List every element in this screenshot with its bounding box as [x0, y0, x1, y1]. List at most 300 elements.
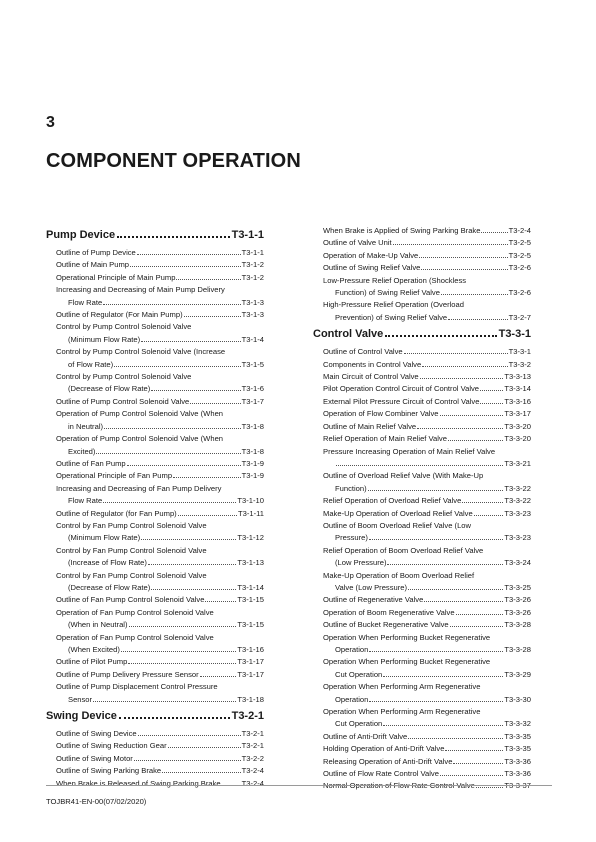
- entry-title: Flow Rate: [68, 297, 103, 307]
- toc-entry-line: [56, 728, 264, 740]
- dot-leader: [480, 390, 503, 391]
- toc-entry-line: [323, 570, 531, 582]
- toc-entry[interactable]: [46, 669, 264, 681]
- dot-leader: [453, 763, 503, 764]
- toc-entry[interactable]: [46, 433, 264, 458]
- entry-page-number: T3-1-17: [237, 669, 264, 679]
- entry-title: Operation of Fan Pump Control Solenoid Valve: [56, 632, 214, 642]
- dot-leader: [96, 453, 240, 454]
- document-code: TOJBR41-EN-00(07/02/2020): [46, 797, 147, 806]
- toc-entry[interactable]: [313, 607, 531, 619]
- toc-entry-line: [56, 545, 264, 557]
- entry-title: Excited): [68, 446, 96, 456]
- toc-entry-line: [56, 421, 264, 433]
- toc-entry[interactable]: [313, 545, 531, 570]
- toc-entry[interactable]: [313, 383, 531, 395]
- entry-page-number: T3-1-8: [241, 421, 264, 431]
- toc-entry-line: [323, 470, 531, 482]
- entry-page-number: T3-3-2: [508, 359, 531, 369]
- toc-entry[interactable]: [46, 681, 264, 706]
- entry-title: Outline of Regulator (for Fan Pump): [56, 508, 177, 518]
- entry-title: Outline of Fan Pump: [56, 458, 126, 468]
- entry-page-number: T3-3-29: [504, 669, 531, 679]
- toc-entry[interactable]: [46, 483, 264, 508]
- entry-title: Operation of Fan Pump Control Solenoid Valve: [56, 607, 214, 617]
- toc-entry-line: [323, 346, 531, 358]
- entry-page-number: T3-3-21: [504, 458, 531, 468]
- toc-entry-line: [56, 619, 264, 631]
- dot-leader: [445, 750, 503, 751]
- entry-page-number: T3-1-10: [237, 496, 264, 506]
- toc-entry[interactable]: [313, 780, 531, 792]
- toc-entry[interactable]: [313, 421, 531, 433]
- entry-page-number: T3-1-6: [241, 384, 264, 394]
- entry-title: Outline of Fan Pump Control Solenoid Valve: [56, 595, 205, 605]
- toc-entry-line: [56, 483, 264, 495]
- toc-entry[interactable]: [313, 768, 531, 780]
- entry-page-number: T3-1-2: [241, 272, 264, 282]
- dot-leader: [148, 564, 236, 565]
- entry-page-number: T3-1-9: [241, 458, 264, 468]
- toc-entry-line: [56, 284, 264, 296]
- toc-entry-line: [56, 458, 264, 470]
- toc-entry-line: [56, 470, 264, 482]
- entry-title: Pressure Increasing Operation of Main Relief Valve: [323, 446, 496, 456]
- toc-entry-line: [323, 508, 531, 520]
- dot-leader: [138, 735, 241, 736]
- section-title: Control Valve: [313, 328, 384, 341]
- toc-entry-line: [323, 545, 531, 557]
- toc-entry-line: [56, 632, 264, 644]
- chapter-title: COMPONENT OPERATION: [46, 150, 301, 172]
- toc-entry-line: [323, 656, 531, 668]
- toc-entry[interactable]: [46, 247, 264, 259]
- toc-entry[interactable]: [313, 656, 531, 681]
- toc-entry[interactable]: [46, 520, 264, 545]
- toc-entry[interactable]: [46, 408, 264, 433]
- entry-title: Control by Fan Pump Control Solenoid Valve: [56, 520, 207, 530]
- dot-leader: [121, 651, 236, 652]
- toc-entry[interactable]: [46, 470, 264, 482]
- toc-entry[interactable]: [46, 396, 264, 408]
- toc-entry-line: [323, 262, 531, 274]
- entry-title: Control by Fan Pump Control Solenoid Valve: [56, 570, 207, 580]
- dot-leader: [448, 440, 503, 441]
- toc-entry-line: [56, 607, 264, 619]
- entry-title: Outline of Flow Rate Control Valve: [323, 769, 439, 779]
- dot-leader: [419, 257, 507, 258]
- toc-entry[interactable]: [313, 731, 531, 743]
- toc-entry[interactable]: [46, 508, 264, 520]
- entry-page-number: T3-3-14: [504, 384, 531, 394]
- toc-entry[interactable]: [46, 545, 264, 570]
- toc-entry[interactable]: [313, 275, 531, 300]
- dot-leader: [368, 490, 504, 491]
- entry-title: Control by Fan Pump Control Solenoid Valve: [56, 545, 207, 555]
- dot-leader: [104, 428, 241, 429]
- section-title: Swing Device: [46, 710, 117, 723]
- entry-page-number: T3-3-20: [504, 421, 531, 431]
- toc-entry-line: [56, 309, 264, 321]
- entry-title: Operation When Performing Arm Regenerative: [323, 707, 481, 717]
- toc-entry-line: [56, 694, 264, 706]
- dot-leader: [128, 663, 236, 664]
- dot-leader: [420, 378, 504, 379]
- toc-entry[interactable]: [313, 570, 531, 595]
- toc-entry[interactable]: [46, 346, 264, 371]
- entry-page-number: T3-2-6: [508, 263, 531, 273]
- dot-leader: [130, 266, 241, 267]
- toc-entry[interactable]: [46, 632, 264, 657]
- entry-title: Relief Operation of Main Relief Valve: [323, 434, 447, 444]
- toc-entry-line: [323, 768, 531, 780]
- toc-entry-line: [56, 433, 264, 445]
- dot-leader: [387, 564, 503, 565]
- entry-title: Holding Operation of Anti-Drift Valve: [323, 744, 445, 754]
- toc-entry-line: [56, 396, 264, 408]
- toc-column-left: [46, 225, 264, 790]
- toc-entry-line: [56, 557, 264, 569]
- entry-title: External Pilot Pressure Circuit of Control Valve: [323, 396, 480, 406]
- toc-entry-line: [56, 247, 264, 259]
- entry-title: Outline of Pilot Pump: [56, 657, 128, 667]
- entry-page-number: T3-1-15: [237, 595, 264, 605]
- dot-leader: [369, 651, 503, 652]
- toc-section-heading[interactable]: [46, 709, 264, 723]
- entry-title: (When Excited): [68, 645, 120, 654]
- toc-entry[interactable]: [46, 371, 264, 396]
- entry-page-number: T3-3-35: [504, 731, 531, 741]
- toc-entry-line: [56, 644, 264, 656]
- toc-entry-line: [323, 756, 531, 768]
- dot-leader: [184, 316, 241, 317]
- toc-entry-line: [56, 359, 264, 371]
- entry-title: Relief Operation of Overload Relief Valve: [323, 496, 462, 506]
- entry-page-number: T3-2-5: [508, 250, 531, 260]
- toc-entry[interactable]: [46, 778, 264, 790]
- entry-title: Relief Operation of Boom Overload Relief Valve: [323, 545, 484, 555]
- entry-title: Outline of Swing Device: [56, 729, 137, 739]
- dot-leader: [190, 403, 240, 404]
- toc-entry-line: [323, 706, 531, 718]
- entry-title: Outline of Pump Displacement Control Pressure: [56, 682, 218, 692]
- toc-entry-line: [56, 297, 264, 309]
- toc-entry-line: [323, 396, 531, 408]
- entry-title: Operation When Performing Bucket Regenerative: [323, 632, 491, 642]
- dot-leader: [417, 428, 503, 429]
- entry-title: Components in Control Valve: [323, 359, 422, 369]
- toc-entry[interactable]: [46, 607, 264, 632]
- entry-title: Function): [335, 483, 367, 493]
- entry-page-number: T3-3-28: [504, 645, 531, 654]
- toc-entry[interactable]: [313, 262, 531, 274]
- dot-leader: [141, 341, 240, 342]
- toc-entry[interactable]: [313, 237, 531, 249]
- toc-entry-line: [323, 594, 531, 606]
- section-page-number: T3-3-1: [498, 328, 531, 341]
- toc-entry[interactable]: [313, 619, 531, 631]
- dot-leader: [117, 236, 230, 238]
- toc-entry[interactable]: [46, 309, 264, 321]
- dot-leader: [448, 319, 507, 320]
- toc-entry-line: [56, 520, 264, 532]
- toc-section-heading[interactable]: [46, 228, 264, 242]
- entry-title: Operation of Pump Control Solenoid Valve (When: [56, 409, 224, 419]
- toc-entry-line: [56, 778, 264, 790]
- toc-entry[interactable]: [46, 594, 264, 606]
- entry-title: Operation: [335, 645, 369, 654]
- entry-title: Increasing and Decreasing of Fan Pump Delivery: [56, 483, 222, 493]
- toc-entry[interactable]: [313, 743, 531, 755]
- entry-page-number: T3-3-22: [504, 496, 531, 506]
- toc-entry[interactable]: [313, 632, 531, 657]
- entry-title: Flow Rate: [68, 496, 103, 506]
- entry-page-number: T3-1-1: [241, 248, 264, 257]
- toc-section-heading[interactable]: [313, 327, 531, 341]
- entry-title: Outline of Regenerative Valve: [323, 595, 424, 605]
- toc-entry-line: [56, 272, 264, 284]
- dot-leader: [134, 760, 241, 761]
- toc-entry-line: [56, 669, 264, 681]
- toc-entry[interactable]: [46, 570, 264, 595]
- dot-leader: [456, 614, 504, 615]
- entry-page-number: T3-3-22: [504, 483, 531, 493]
- toc-entry[interactable]: [313, 299, 531, 324]
- toc-entry-line: [323, 312, 531, 324]
- chapter-number: 3: [46, 114, 55, 131]
- toc-entry-line: [323, 287, 531, 299]
- dot-leader: [408, 589, 503, 590]
- dot-leader: [476, 787, 504, 788]
- entry-title: Outline of Pump Delivery Pressure Sensor: [56, 669, 199, 679]
- toc-entry-line: [323, 743, 531, 755]
- entry-title: (Minimum Flow Rate): [68, 533, 141, 543]
- dot-leader: [385, 335, 496, 337]
- entry-title: Function) of Swing Relief Valve: [335, 288, 440, 298]
- toc-entry-line: [323, 371, 531, 383]
- entry-title: Main Circuit of Control Valve: [323, 372, 419, 382]
- dot-leader: [422, 366, 507, 367]
- entry-page-number: T3-1-3: [241, 297, 264, 307]
- toc-entry[interactable]: [46, 765, 264, 777]
- toc-entry[interactable]: [313, 433, 531, 445]
- toc-entry-line: [323, 225, 531, 237]
- toc-entry[interactable]: [46, 740, 264, 752]
- entry-page-number: T3-2-5: [508, 238, 531, 248]
- entry-page-number: T3-1-12: [237, 533, 264, 543]
- toc-entry[interactable]: [313, 250, 531, 262]
- toc-entry[interactable]: [313, 594, 531, 606]
- dot-leader: [205, 601, 236, 602]
- dot-leader: [450, 626, 504, 627]
- toc-entry-line: [323, 359, 531, 371]
- entry-page-number: T3-1-14: [237, 582, 264, 592]
- entry-page-number: T3-3-23: [504, 533, 531, 543]
- toc-entry-line: [56, 446, 264, 458]
- entry-title: Outline of Valve Unit: [323, 238, 392, 248]
- dot-leader: [141, 539, 236, 540]
- toc-entry-line: [56, 346, 264, 358]
- dot-leader: [200, 676, 237, 677]
- entry-title: Make-Up Operation of Overload Relief Valve: [323, 508, 473, 518]
- entry-title: Operation When Performing Arm Regenerative: [323, 682, 481, 692]
- dot-leader: [462, 502, 503, 503]
- entry-page-number: T3-3-36: [504, 756, 531, 766]
- entry-page-number: T3-3-30: [504, 694, 531, 704]
- toc-entry[interactable]: [46, 728, 264, 740]
- entry-title: (Low Pressure): [335, 558, 387, 568]
- toc-entry-line: [56, 321, 264, 333]
- toc-entry[interactable]: [313, 681, 531, 706]
- entry-page-number: T3-3-37: [504, 781, 531, 791]
- toc-entry-line: [56, 681, 264, 693]
- dot-leader: [162, 772, 241, 773]
- entry-title: Cut Operation: [335, 719, 383, 729]
- entry-title: (Decrease of Flow Rate): [68, 582, 151, 592]
- dot-leader: [129, 626, 237, 627]
- toc-entry[interactable]: [46, 458, 264, 470]
- toc-entry-line: [323, 718, 531, 730]
- entry-page-number: T3-1-4: [241, 334, 264, 344]
- toc-entry-line: [323, 520, 531, 532]
- dot-leader: [103, 304, 240, 305]
- entry-title: Outline of Boom Overload Relief Valve (Low: [323, 520, 472, 530]
- toc-entry[interactable]: [46, 656, 264, 668]
- entry-title: Operation of Make-Up Valve: [323, 250, 419, 260]
- toc-entry[interactable]: [313, 225, 531, 237]
- toc-entry-line: [323, 495, 531, 507]
- entry-title: Pilot Operation Control Circuit of Control Valve: [323, 384, 480, 394]
- dot-leader: [336, 465, 503, 466]
- toc-entry-line: [56, 334, 264, 346]
- entry-page-number: T3-1-8: [241, 446, 264, 456]
- toc-entry-line: [56, 408, 264, 420]
- entry-page-number: T3-1-5: [241, 359, 264, 369]
- toc-entry-line: [323, 299, 531, 311]
- dot-leader: [408, 738, 503, 739]
- toc-entry-line: [323, 433, 531, 445]
- toc-entry-line: [56, 656, 264, 668]
- entry-title: Outline of Main Relief Valve: [323, 421, 417, 431]
- entry-title: Outline of Anti-Drift Valve: [323, 731, 408, 741]
- entry-title: Operation of Pump Control Solenoid Valve (When: [56, 434, 224, 444]
- dot-leader: [404, 353, 508, 354]
- entry-title: Operation When Performing Bucket Regenerative: [323, 657, 491, 667]
- dot-leader: [393, 244, 508, 245]
- entry-title: Outline of Bucket Regenerative Valve: [323, 620, 449, 630]
- toc-entry[interactable]: [46, 753, 264, 765]
- entry-page-number: T3-1-9: [241, 471, 264, 481]
- entry-page-number: T3-1-7: [241, 396, 264, 406]
- entry-title: Outline of Swing Reduction Gear: [56, 741, 167, 751]
- dot-leader: [440, 775, 503, 776]
- toc-entry-line: [56, 570, 264, 582]
- toc-entry[interactable]: [313, 520, 531, 545]
- dot-leader: [137, 254, 241, 255]
- toc-entry[interactable]: [313, 495, 531, 507]
- entry-title: in Neutral): [68, 421, 104, 431]
- entry-title: Operation of Flow Combiner Valve: [323, 409, 439, 419]
- dot-leader: [383, 676, 503, 677]
- toc-entry-line: [323, 458, 531, 470]
- section-title: Pump Device: [46, 229, 116, 241]
- toc-entry[interactable]: [313, 706, 531, 731]
- entry-title: Outline of Regulator (For Main Pump): [56, 310, 183, 320]
- dot-leader: [421, 269, 507, 270]
- entry-title: (Minimum Flow Rate): [68, 334, 141, 344]
- toc-entry-line: [323, 780, 531, 792]
- toc-column-right: [313, 225, 531, 793]
- toc-entry[interactable]: [46, 272, 264, 284]
- entry-page-number: T3-3-17: [504, 409, 531, 419]
- dot-leader: [103, 502, 236, 503]
- entry-page-number: T3-2-4: [241, 766, 264, 776]
- toc-entry[interactable]: [313, 371, 531, 383]
- toc-entry-line: [56, 740, 264, 752]
- entry-title: High-Pressure Relief Operation (Overload: [323, 300, 464, 310]
- dot-leader: [383, 725, 503, 726]
- dot-leader: [127, 465, 241, 466]
- entry-page-number: T3-3-25: [504, 582, 531, 592]
- entry-title: Outline of Pump Control Solenoid Valve: [56, 396, 190, 406]
- entry-title: Low-Pressure Relief Operation (Shockless: [323, 275, 467, 285]
- toc-entry[interactable]: [46, 284, 264, 309]
- footer-divider: [46, 785, 552, 786]
- toc-entry[interactable]: [46, 259, 264, 271]
- toc-entry-line: [323, 557, 531, 569]
- entry-title: Valve (Low Pressure): [335, 582, 408, 592]
- dot-leader: [441, 294, 508, 295]
- entry-title: Operation of Boom Regenerative Valve: [323, 607, 455, 617]
- toc-entry-line: [323, 421, 531, 433]
- entry-page-number: T3-2-4: [241, 778, 264, 788]
- toc-entry-line: [323, 483, 531, 495]
- toc-entry[interactable]: [313, 408, 531, 420]
- entry-title: Pressure): [335, 533, 368, 543]
- entry-title: Outline of Swing Parking Brake: [56, 766, 162, 776]
- dot-leader: [480, 403, 503, 404]
- toc-entry-line: [56, 532, 264, 544]
- toc-entry-line: [323, 681, 531, 693]
- toc-entry[interactable]: [313, 756, 531, 768]
- entry-title: Control by Pump Control Solenoid Valve: [56, 372, 192, 382]
- entry-page-number: T3-1-2: [241, 260, 264, 270]
- entry-page-number: T3-2-7: [508, 312, 531, 322]
- toc-entry-line: [323, 383, 531, 395]
- entry-title: Increasing and Decreasing of Main Pump Delivery: [56, 285, 225, 295]
- entry-title: Outline of Pump Device: [56, 248, 136, 257]
- toc-entry[interactable]: [313, 508, 531, 520]
- entry-title: (When in Neutral): [68, 620, 128, 630]
- toc-entry[interactable]: [313, 359, 531, 371]
- toc-entry[interactable]: [313, 346, 531, 358]
- toc-entry[interactable]: [313, 446, 531, 471]
- toc-entry[interactable]: [46, 321, 264, 346]
- section-page-number: T3-1-1: [231, 229, 264, 241]
- toc-entry-line: [56, 259, 264, 271]
- dot-leader: [481, 232, 507, 233]
- toc-entry-line: [56, 495, 264, 507]
- entry-page-number: T3-3-26: [504, 607, 531, 617]
- toc-entry-line: [56, 765, 264, 777]
- entry-title: When Brake is Applied of Swing Parking Brake: [323, 226, 481, 235]
- entry-title: of Flow Rate): [68, 359, 114, 369]
- dot-leader: [119, 717, 230, 719]
- entry-title: Operation: [335, 694, 369, 704]
- entry-title: Outline of Swing Relief Valve: [323, 263, 421, 273]
- toc-entry[interactable]: [313, 396, 531, 408]
- toc-entry[interactable]: [313, 470, 531, 495]
